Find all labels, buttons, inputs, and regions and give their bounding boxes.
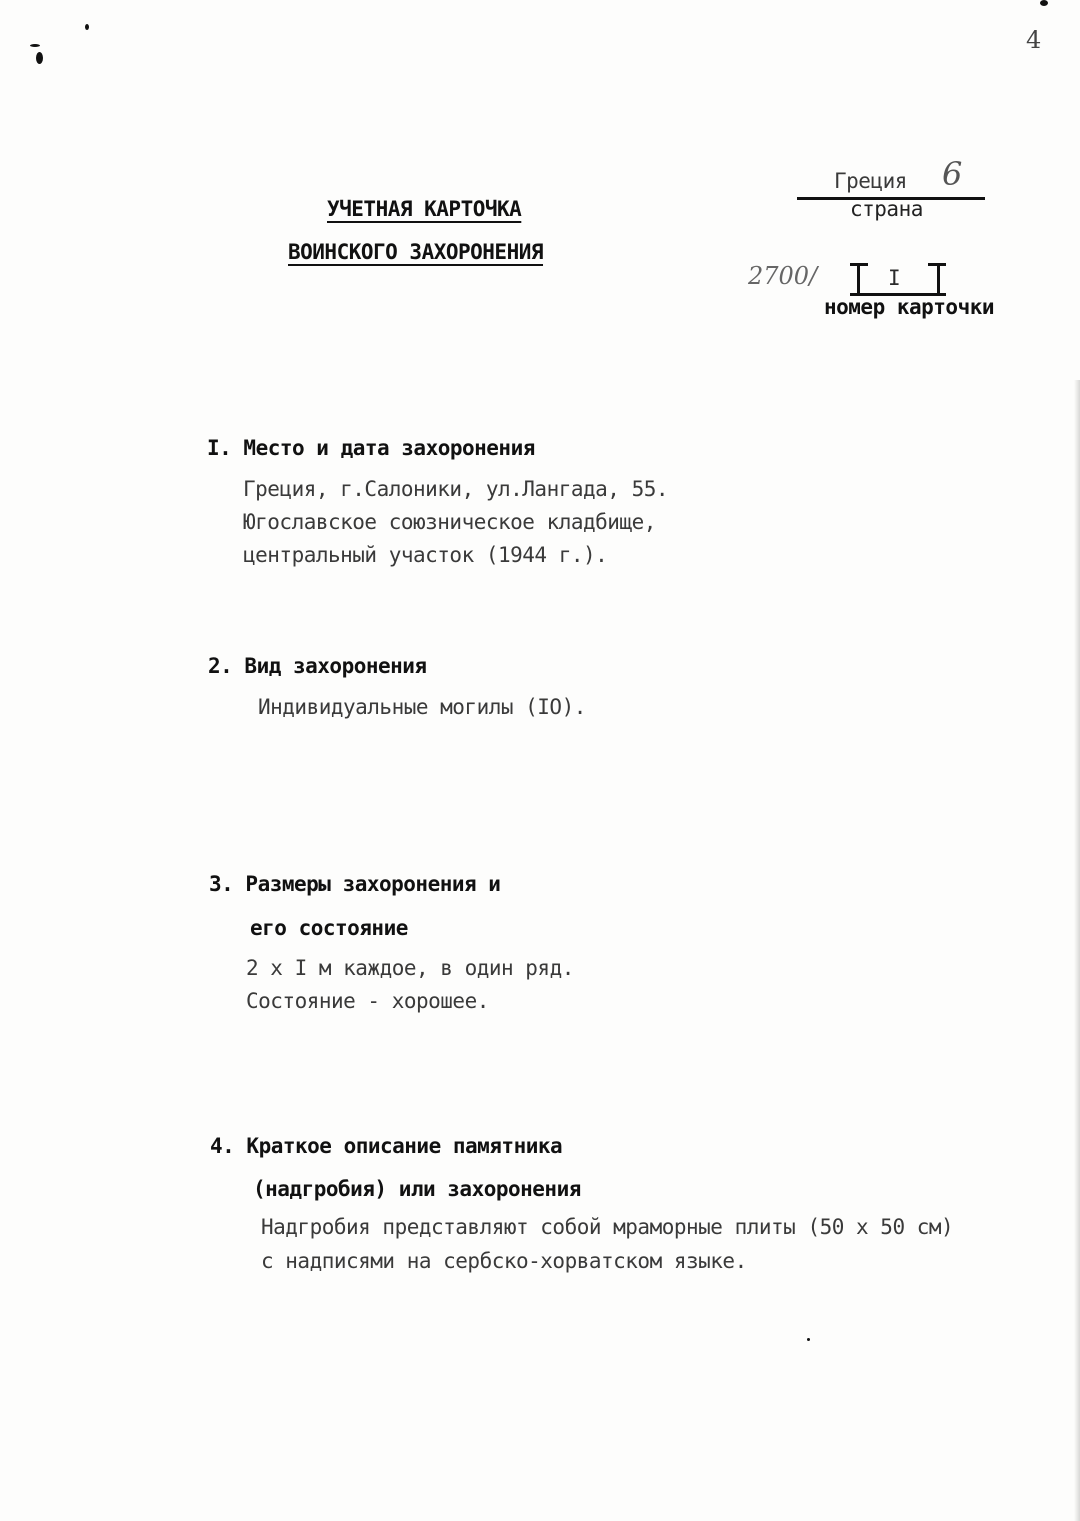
card-handwritten-number: 2700/ — [748, 262, 818, 290]
ink-speck — [30, 44, 40, 47]
card-number-tick-right — [937, 264, 940, 294]
country-value: Греция — [834, 169, 907, 193]
section-3-heading-line-2: его состояние — [250, 916, 408, 940]
section-4-line-1: Надгробия представляют собой мраморные плиты (50 x 50 см) — [261, 1215, 954, 1239]
page-number: 4 — [1026, 26, 1042, 54]
card-number-tick-top-left — [850, 263, 868, 266]
ink-speck — [807, 1338, 810, 1341]
section-4-heading: 4. Краткое описание памятника — [210, 1134, 563, 1158]
section-2-line-1: Индивидуальные могилы (IO). — [258, 695, 586, 719]
country-handwritten-mark: 6 — [942, 155, 963, 193]
section-2-heading: 2. Вид захоронения — [208, 654, 427, 678]
section-3-heading: 3. Размеры захоронения и — [209, 872, 501, 896]
section-3-line-2: Состояние - хорошее. — [246, 989, 489, 1013]
page-edge-shadow — [1074, 380, 1080, 1521]
card-number-tick-top-right — [928, 263, 946, 266]
section-4-heading-line-2: (надгробия) или захоронения — [253, 1177, 581, 1201]
card-number-tick-left — [857, 264, 860, 294]
ink-speck — [36, 52, 43, 64]
section-3-line-1: 2 x I м каждое, в один ряд. — [246, 956, 574, 980]
section-1-line-3: центральный участок (1944 г.). — [243, 543, 608, 567]
section-1-line-1: Греция, г.Салоники, ул.Лангада, 55. — [243, 477, 669, 501]
ink-speck — [1040, 0, 1048, 6]
section-4-line-2: с надписями на сербско-хорватском языке. — [261, 1249, 747, 1273]
title-line-1: УЧЕТНАЯ КАРТОЧКА — [327, 197, 522, 221]
card-number: I — [888, 266, 901, 290]
ink-speck — [85, 24, 89, 30]
section-1-line-2: Югославское союзническое кладбище, — [243, 510, 656, 534]
section-1-heading: I. Место и дата захоронения — [207, 436, 535, 460]
title-line-2: ВОИНСКОГО ЗАХОРОНЕНИЯ — [288, 240, 544, 264]
card-number-label: номер карточки — [824, 295, 995, 319]
country-label: страна — [850, 197, 923, 221]
